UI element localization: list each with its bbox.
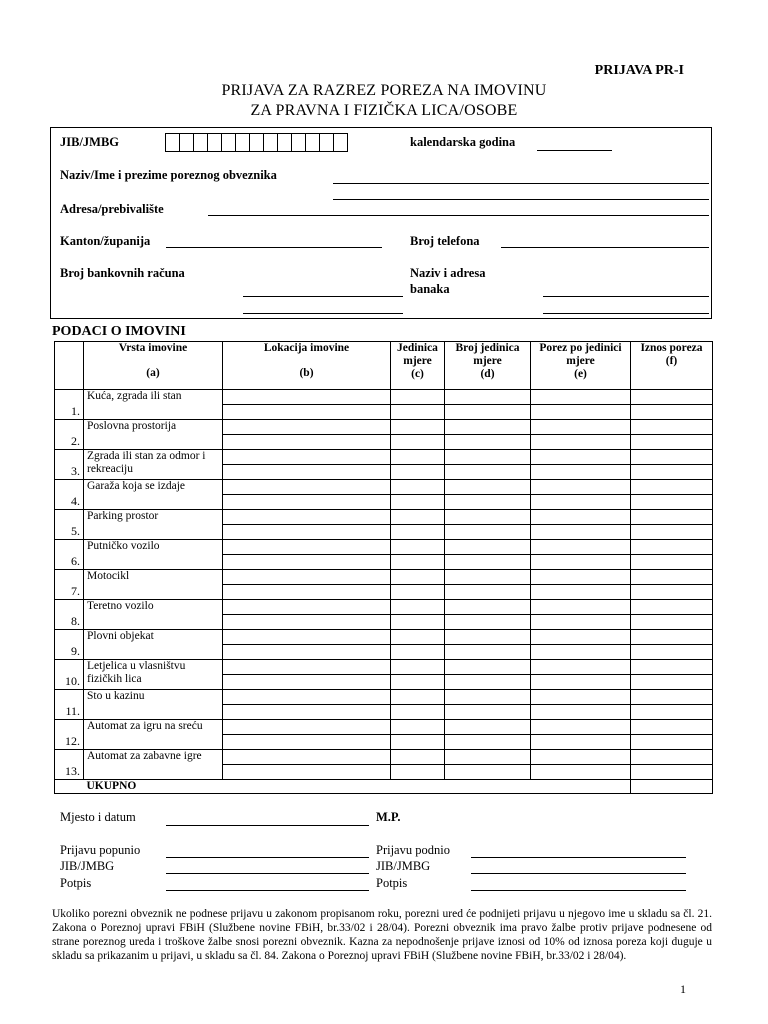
row-number: 13.: [55, 750, 84, 780]
unit-cell[interactable]: [391, 675, 445, 690]
tax-amount-cell[interactable]: [631, 495, 713, 510]
asset-type-cell: Automat za zabavne igre: [84, 750, 223, 780]
tax-per-unit-cell[interactable]: [531, 705, 631, 720]
tax-amount-cell[interactable]: [631, 390, 713, 405]
unit-count-cell[interactable]: [445, 480, 531, 495]
location-cell[interactable]: [223, 675, 391, 690]
unit-cell[interactable]: [391, 570, 445, 585]
row-number: 12.: [55, 720, 84, 750]
year-field[interactable]: [537, 150, 612, 151]
unit-cell[interactable]: [391, 495, 445, 510]
row-number: 7.: [55, 570, 84, 600]
unit-cell[interactable]: [391, 720, 445, 735]
location-cell[interactable]: [223, 495, 391, 510]
asset-type-cell: Poslovna prostorija: [84, 420, 223, 450]
tax-amount-cell[interactable]: [631, 585, 713, 600]
unit-count-cell[interactable]: [445, 645, 531, 660]
location-cell[interactable]: [223, 480, 391, 495]
form-code: PRIJAVA PR-I: [594, 63, 684, 78]
unit-count-cell[interactable]: [445, 630, 531, 645]
form-title: PRIJAVA ZA RAZREZ POREZA NA IMOVINU: [221, 82, 547, 99]
unit-cell[interactable]: [391, 480, 445, 495]
unit-cell[interactable]: [391, 765, 445, 780]
signature-label-1: Potpis: [60, 876, 92, 890]
total-row-num: [55, 780, 84, 794]
phone-field[interactable]: [501, 247, 709, 248]
jib-field-2[interactable]: [471, 873, 686, 874]
asset-type-cell: Automat za igru na sreću: [84, 720, 223, 750]
place-date-label: Mjesto i datum: [60, 810, 136, 824]
jib-label: JIB/JMBG: [60, 135, 120, 149]
unit-cell[interactable]: [391, 450, 445, 465]
unit-cell[interactable]: [391, 435, 445, 450]
row-number: 1.: [55, 390, 84, 420]
asset-type-cell: Letjelica u vlasništvu fizičkih lica: [84, 660, 223, 690]
canton-field[interactable]: [166, 247, 382, 248]
bank-accounts-field[interactable]: [243, 296, 403, 297]
asset-row: [55, 750, 713, 765]
tax-per-unit-cell[interactable]: [531, 525, 631, 540]
tax-per-unit-cell[interactable]: [531, 555, 631, 570]
bank-name-field[interactable]: [543, 296, 709, 297]
row-number: 3.: [55, 450, 84, 480]
tax-per-unit-cell[interactable]: [531, 510, 631, 525]
asset-row: [55, 660, 713, 675]
tax-amount-cell[interactable]: [631, 525, 713, 540]
col-header-num: [55, 342, 84, 390]
tax-amount-cell[interactable]: [631, 510, 713, 525]
location-cell[interactable]: [223, 600, 391, 615]
unit-count-cell[interactable]: [445, 750, 531, 765]
tax-amount-cell[interactable]: [631, 480, 713, 495]
tax-per-unit-cell[interactable]: [531, 480, 631, 495]
tax-per-unit-cell[interactable]: [531, 720, 631, 735]
location-cell[interactable]: [223, 540, 391, 555]
stamp-label: M.P.: [376, 810, 401, 824]
unit-cell[interactable]: [391, 540, 445, 555]
location-cell[interactable]: [223, 555, 391, 570]
unit-cell[interactable]: [391, 735, 445, 750]
tax-per-unit-cell[interactable]: [531, 585, 631, 600]
asset-type-cell: Zgrada ili stan za odmor i rekreaciju: [84, 450, 223, 480]
tax-amount-cell[interactable]: [631, 540, 713, 555]
asset-row: [55, 510, 713, 525]
unit-count-cell[interactable]: [445, 510, 531, 525]
tax-per-unit-cell[interactable]: [531, 735, 631, 750]
asset-type-cell: Parking prostor: [84, 510, 223, 540]
unit-count-cell[interactable]: [445, 675, 531, 690]
location-cell[interactable]: [223, 405, 391, 420]
col-header-tax-per-unit: Porez po jedinici mjere (e): [531, 342, 631, 390]
tax-amount-cell[interactable]: [631, 690, 713, 705]
unit-cell[interactable]: [391, 660, 445, 675]
location-cell[interactable]: [223, 630, 391, 645]
tax-per-unit-cell[interactable]: [531, 540, 631, 555]
col-header-unit: Jedinica mjere (c): [391, 342, 445, 390]
tax-per-unit-cell[interactable]: [531, 765, 631, 780]
unit-cell[interactable]: [391, 405, 445, 420]
tax-amount-cell[interactable]: [631, 600, 713, 615]
location-cell[interactable]: [223, 645, 391, 660]
row-number: 6.: [55, 540, 84, 570]
unit-count-cell[interactable]: [445, 585, 531, 600]
location-cell[interactable]: [223, 750, 391, 765]
unit-count-cell[interactable]: [445, 420, 531, 435]
asset-row: [55, 420, 713, 435]
asset-type-cell: Putničko vozilo: [84, 540, 223, 570]
tax-per-unit-cell[interactable]: [531, 600, 631, 615]
unit-count-cell[interactable]: [445, 600, 531, 615]
filled-by-field[interactable]: [166, 857, 369, 858]
tax-amount-cell[interactable]: [631, 720, 713, 735]
asset-type-cell: Kuća, zgrada ili stan: [84, 390, 223, 420]
tax-amount-cell[interactable]: [631, 465, 713, 480]
col-header-location: Lokacija imovine (b): [223, 342, 391, 390]
asset-type-cell: Motocikl: [84, 570, 223, 600]
location-cell[interactable]: [223, 705, 391, 720]
location-cell[interactable]: [223, 525, 391, 540]
unit-count-cell[interactable]: [445, 435, 531, 450]
tax-amount-cell[interactable]: [631, 675, 713, 690]
address-field[interactable]: [208, 215, 709, 216]
row-number: 4.: [55, 480, 84, 510]
row-number: 10.: [55, 660, 84, 690]
signature-label-2: Potpis: [376, 876, 408, 890]
submitted-by-field[interactable]: [471, 857, 686, 858]
location-cell[interactable]: [223, 450, 391, 465]
unit-count-cell[interactable]: [445, 735, 531, 750]
unit-cell[interactable]: [391, 525, 445, 540]
tax-per-unit-cell[interactable]: [531, 660, 631, 675]
location-cell[interactable]: [223, 585, 391, 600]
unit-cell[interactable]: [391, 600, 445, 615]
unit-count-cell[interactable]: [445, 720, 531, 735]
tax-amount-cell[interactable]: [631, 420, 713, 435]
unit-count-cell[interactable]: [445, 465, 531, 480]
page-number: 1: [680, 982, 686, 996]
tax-amount-cell[interactable]: [631, 660, 713, 675]
row-number: 9.: [55, 630, 84, 660]
unit-count-cell[interactable]: [445, 540, 531, 555]
unit-cell[interactable]: [391, 390, 445, 405]
unit-count-cell[interactable]: [445, 555, 531, 570]
tax-amount-cell[interactable]: [631, 555, 713, 570]
location-cell[interactable]: [223, 465, 391, 480]
jib-input-cells[interactable]: [166, 133, 348, 152]
location-cell[interactable]: [223, 510, 391, 525]
bank-accounts-field-2[interactable]: [243, 313, 403, 314]
tax-amount-cell[interactable]: [631, 570, 713, 585]
total-label: UKUPNO: [84, 780, 631, 794]
location-cell[interactable]: [223, 435, 391, 450]
asset-row: [55, 720, 713, 735]
unit-count-cell[interactable]: [445, 705, 531, 720]
unit-cell[interactable]: [391, 465, 445, 480]
jib-field-1[interactable]: [166, 873, 369, 874]
col-header-type: Vrsta imovine (a): [84, 342, 223, 390]
row-number: 8.: [55, 600, 84, 630]
tax-per-unit-cell[interactable]: [531, 420, 631, 435]
location-cell[interactable]: [223, 735, 391, 750]
address-label: Adresa/prebivalište: [60, 202, 164, 216]
bank-name-field-2[interactable]: [543, 313, 709, 314]
col-header-unit-count: Broj jedinica mjere (d): [445, 342, 531, 390]
assets-table: [54, 341, 713, 794]
canton-label: Kanton/županija: [60, 234, 151, 248]
name-field-2[interactable]: [333, 199, 709, 200]
unit-count-cell[interactable]: [445, 405, 531, 420]
unit-cell[interactable]: [391, 585, 445, 600]
tax-per-unit-cell[interactable]: [531, 435, 631, 450]
tax-per-unit-cell[interactable]: [531, 465, 631, 480]
tax-amount-cell[interactable]: [631, 630, 713, 645]
tax-amount-cell[interactable]: [631, 615, 713, 630]
tax-amount-cell[interactable]: [631, 435, 713, 450]
legal-note: Ukoliko porezni obveznik ne podnese prijavu u zakonom propisanom roku, porezni ured će podnijeti prijavu u njegovo ime u skladu sa čl. 21. Zakona o Poreznoj upravi FBiH (Službene novine FBiH, br.33/02 i 28/04). Porezni obveznik ima pravo žalbe protiv prijave podnesene od strane poreznog ureda i troškove žalbe snosi porezni obveznik. Kazna za nepodnošenje prijave iznosi od 10% od iznosa poreza koji duguje u skladu sa prikazanim u prijavi, u skladu sa čl. 84. Zakona o Poreznoj upravi FBiH (Službene novine FBiH, br.33/02 i 28/04).: [52, 908, 712, 962]
tax-per-unit-cell[interactable]: [531, 495, 631, 510]
asset-row: [55, 450, 713, 465]
asset-row: [55, 480, 713, 495]
asset-type-cell: Sto u kazinu: [84, 690, 223, 720]
unit-cell[interactable]: [391, 750, 445, 765]
unit-count-cell[interactable]: [445, 495, 531, 510]
tax-amount-cell[interactable]: [631, 750, 713, 765]
asset-row: [55, 600, 713, 615]
phone-label: Broj telefona: [410, 234, 480, 248]
asset-row: [55, 690, 713, 705]
unit-count-cell[interactable]: [445, 660, 531, 675]
name-label: Naziv/Ime i prezime poreznog obveznika: [60, 168, 277, 182]
unit-cell[interactable]: [391, 420, 445, 435]
asset-row: [55, 630, 713, 645]
unit-cell[interactable]: [391, 705, 445, 720]
tax-per-unit-cell[interactable]: [531, 405, 631, 420]
unit-count-cell[interactable]: [445, 690, 531, 705]
form-subtitle: ZA PRAVNA I FIZIČKA LICA/OSOBE: [250, 102, 518, 119]
tax-per-unit-cell[interactable]: [531, 690, 631, 705]
signature-field-1[interactable]: [166, 890, 369, 891]
tax-amount-cell[interactable]: [631, 450, 713, 465]
tax-per-unit-cell[interactable]: [531, 390, 631, 405]
unit-cell[interactable]: [391, 615, 445, 630]
location-cell[interactable]: [223, 390, 391, 405]
unit-cell[interactable]: [391, 630, 445, 645]
asset-row: [55, 540, 713, 555]
location-cell[interactable]: [223, 615, 391, 630]
tax-per-unit-cell[interactable]: [531, 675, 631, 690]
jib-label-1: JIB/JMBG: [60, 859, 115, 873]
location-cell[interactable]: [223, 660, 391, 675]
location-cell[interactable]: [223, 765, 391, 780]
total-amount-cell[interactable]: [631, 780, 713, 794]
jib-label-2: JIB/JMBG: [376, 859, 431, 873]
location-cell[interactable]: [223, 720, 391, 735]
unit-count-cell[interactable]: [445, 390, 531, 405]
assets-section-title: PODACI O IMOVINI: [52, 324, 186, 339]
bank-name-label-2: banaka: [410, 282, 450, 296]
asset-row: [55, 570, 713, 585]
tax-per-unit-cell[interactable]: [531, 570, 631, 585]
asset-type-cell: Garaža koja se izdaje: [84, 480, 223, 510]
year-label: kalendarska godina: [410, 135, 516, 149]
tax-per-unit-cell[interactable]: [531, 645, 631, 660]
location-cell[interactable]: [223, 420, 391, 435]
filled-by-label: Prijavu popunio: [60, 843, 141, 857]
unit-count-cell[interactable]: [445, 450, 531, 465]
unit-cell[interactable]: [391, 645, 445, 660]
asset-type-cell: Plovni objekat: [84, 630, 223, 660]
tax-per-unit-cell[interactable]: [531, 615, 631, 630]
unit-count-cell[interactable]: [445, 525, 531, 540]
tax-per-unit-cell[interactable]: [531, 750, 631, 765]
tax-per-unit-cell[interactable]: [531, 630, 631, 645]
tax-amount-cell[interactable]: [631, 765, 713, 780]
tax-per-unit-cell[interactable]: [531, 450, 631, 465]
unit-cell[interactable]: [391, 555, 445, 570]
location-cell[interactable]: [223, 690, 391, 705]
unit-count-cell[interactable]: [445, 765, 531, 780]
row-number: 5.: [55, 510, 84, 540]
row-number: 2.: [55, 420, 84, 450]
location-cell[interactable]: [223, 570, 391, 585]
taxpayer-info-box: [50, 127, 712, 319]
name-field[interactable]: [333, 183, 709, 184]
asset-type-cell: Teretno vozilo: [84, 600, 223, 630]
asset-row: [55, 390, 713, 405]
col-header-tax-amount: Iznos poreza (f): [631, 342, 713, 390]
unit-count-cell[interactable]: [445, 615, 531, 630]
row-number: 11.: [55, 690, 84, 720]
place-date-field[interactable]: [166, 825, 369, 826]
bank-accounts-label: Broj bankovnih računa: [60, 266, 185, 280]
unit-cell[interactable]: [391, 510, 445, 525]
unit-count-cell[interactable]: [445, 570, 531, 585]
signature-field-2[interactable]: [471, 890, 686, 891]
tax-amount-cell[interactable]: [631, 405, 713, 420]
submitted-by-label: Prijavu podnio: [376, 843, 450, 857]
unit-cell[interactable]: [391, 690, 445, 705]
tax-amount-cell[interactable]: [631, 705, 713, 720]
bank-name-label: Naziv i adresa: [410, 266, 486, 280]
tax-amount-cell[interactable]: [631, 735, 713, 750]
tax-amount-cell[interactable]: [631, 645, 713, 660]
